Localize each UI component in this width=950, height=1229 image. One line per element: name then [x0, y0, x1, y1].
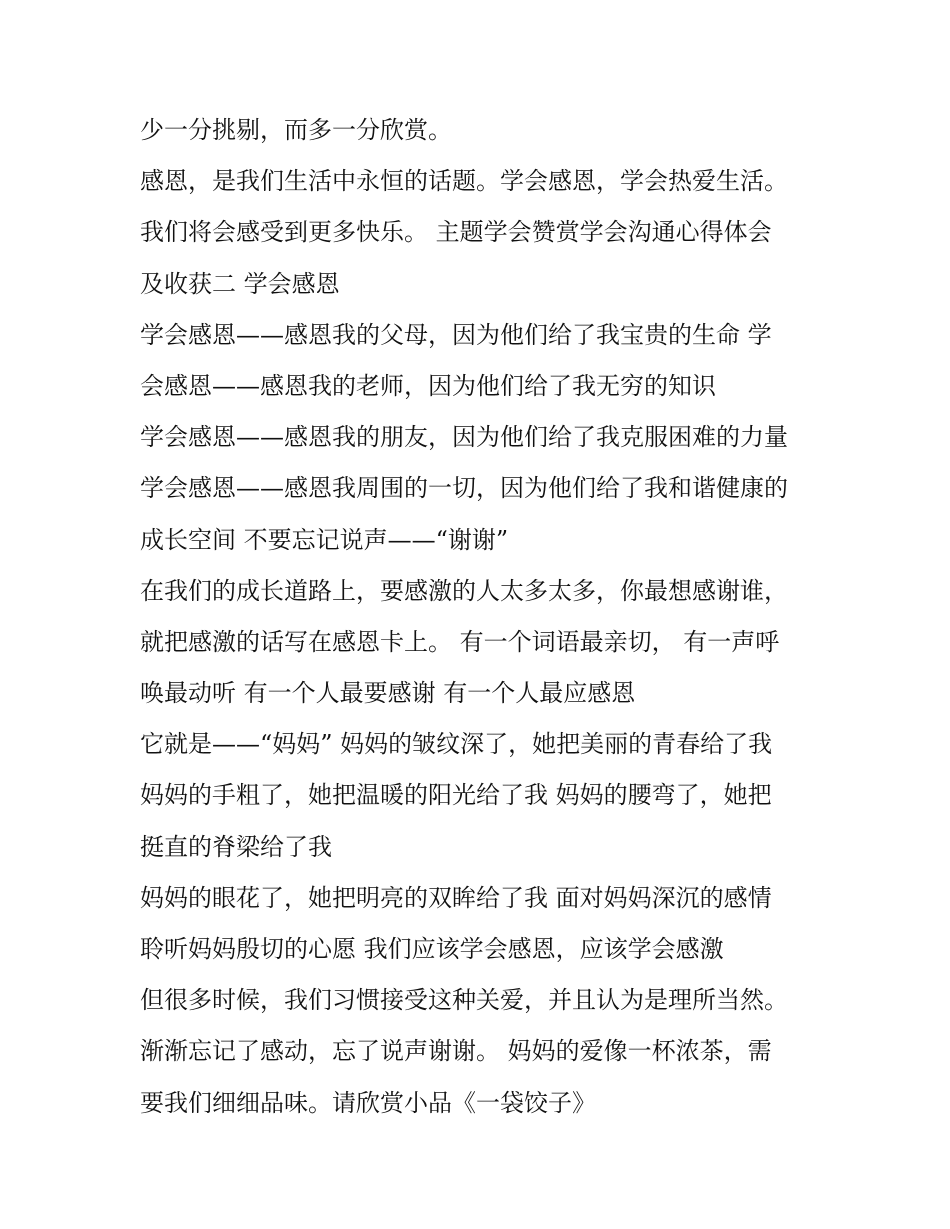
document-body	[140, 105, 830, 1129]
text-line: 挺直的脊梁给了我	[140, 832, 332, 861]
text-line: 学会感恩——感恩我的朋友，因为他们给了我克服困难的力量	[140, 423, 788, 452]
text-line: 学会感恩——感恩我周围的一切，因为他们给了我和谐健康的	[140, 474, 788, 503]
text-line: 在我们的成长道路上，要感激的人太多太多，你最想感谢谁，	[140, 576, 788, 605]
text-line: 学会感恩——感恩我的父母，因为他们给了我宝贵的生命 学	[140, 320, 772, 349]
text-line: 妈妈的手粗了，她把温暖的阳光给了我 妈妈的腰弯了，她把	[140, 781, 772, 810]
text-line: 我们将会感受到更多快乐。 主题学会赞赏学会沟通心得体会	[140, 218, 772, 247]
text-line: 少一分挑剔，而多一分欣赏。	[140, 116, 452, 144]
text-line: 聆听妈妈殷切的心愿 我们应该学会感恩，应该学会感激	[140, 935, 724, 963]
text-line: 会感恩——感恩我的老师，因为他们给了我无穷的知识	[140, 371, 716, 400]
text-line: 就把感激的话写在感恩卡上。 有一个词语最亲切， 有一声呼	[140, 627, 780, 656]
text-line: 及收获二 学会感恩	[140, 269, 340, 298]
text-line: 它就是——“妈妈” 妈妈的皱纹深了，她把美丽的青春给了我	[140, 730, 773, 759]
text-line: 妈妈的眼花了，她把明亮的双眸给了我 面对妈妈深沉的感情	[140, 883, 772, 912]
text-line: 感恩，是我们生活中永恒的话题。学会感恩，学会热爱生活。	[140, 167, 788, 196]
text-line: 渐渐忘记了感动，忘了说声谢谢。 妈妈的爱像一杯浓茶，需	[140, 1037, 772, 1066]
text-line: 要我们细细品味。请欣赏小品《一袋饺子》	[140, 1088, 596, 1117]
text-line: 唤最动听 有一个人最要感谢 有一个人最应感恩	[140, 679, 636, 708]
text-line: 成长空间 不要忘记说声——“谢谢”	[140, 525, 509, 554]
text-line: 但很多时候，我们习惯接受这种关爱，并且认为是理所当然。	[140, 986, 788, 1015]
